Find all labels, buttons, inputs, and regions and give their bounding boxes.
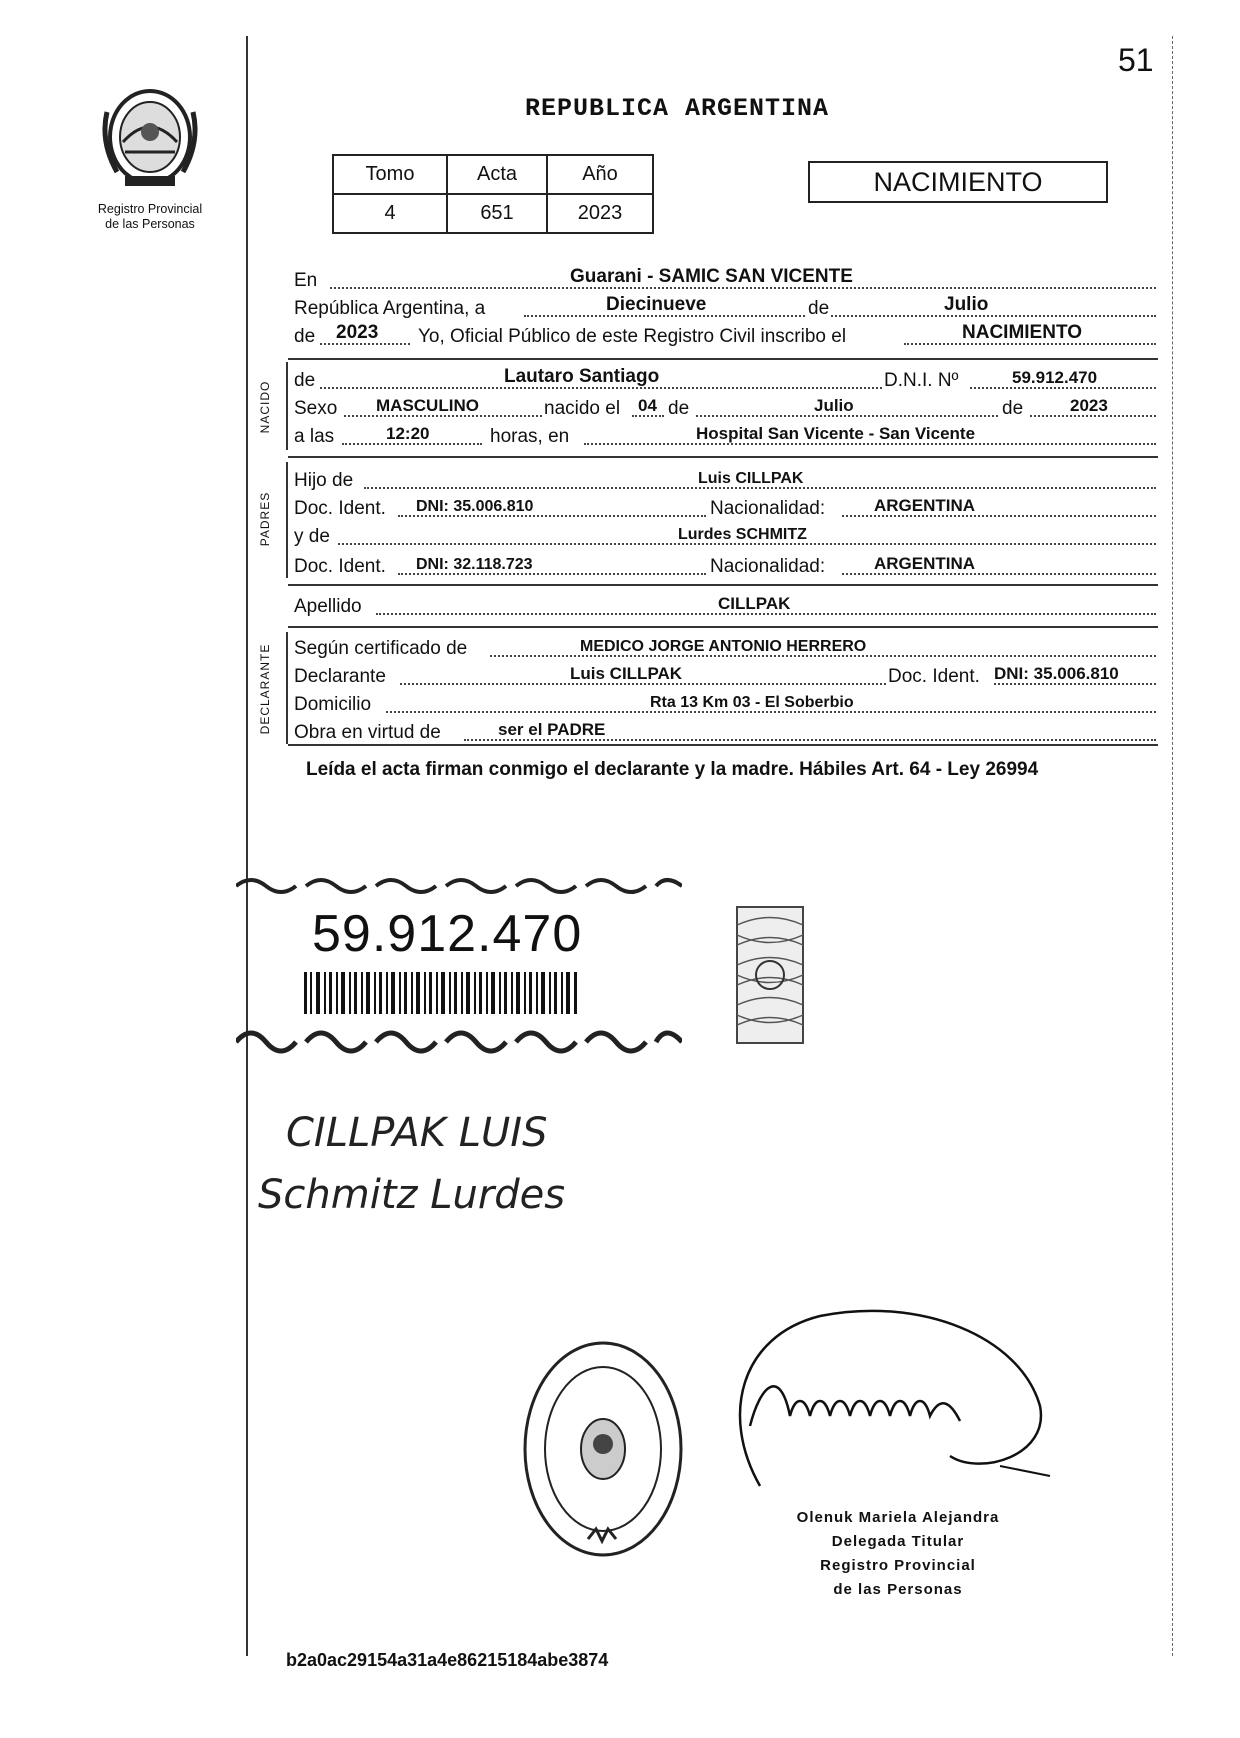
acta-header-row (333, 155, 653, 194)
acta-header-anio: Año (547, 155, 653, 194)
official-signature (700, 1296, 1080, 1496)
section-divider-declarante (288, 626, 1158, 628)
acta-header-tomo: Tomo (333, 155, 447, 194)
official-role: Delegada Titular (831, 1533, 965, 1550)
section-divider-padres (288, 456, 1158, 458)
value-sexo: MASCULINO (376, 396, 479, 415)
official-name: Olenuk Mariela Alejandra (796, 1509, 1000, 1526)
label-oficial: Yo, Oficial Público de este Registro Civil inscribo el (418, 326, 847, 347)
handwritten-signature-father: CILLPAK LUIS (286, 1110, 548, 1156)
barcode-bars (304, 972, 577, 1014)
label-apellido: Apellido (294, 596, 362, 617)
value-domicilio: Rta 13 Km 03 - El Soberbio (650, 694, 854, 711)
closing-note: Leída el acta firman conmigo el declarante y la madre. Hábiles Art. 64 - Ley 26994 (306, 759, 1039, 780)
page-number: 51 (1118, 42, 1154, 78)
label-declarante: Declarante (294, 666, 386, 687)
row-madre-doc (294, 552, 1156, 580)
barcode-number: 59.912.470 (312, 905, 583, 963)
value-nombre: Lautaro Santiago (504, 366, 660, 387)
label-segun: Según certificado de (294, 638, 468, 659)
act-type-box: NACIMIENTO (808, 161, 1108, 203)
value-dni: 59.912.470 (1012, 368, 1098, 387)
value-hora: 12:20 (386, 424, 430, 443)
padres-bracket (286, 462, 288, 578)
barcode-card (236, 874, 682, 1054)
office-caption-line2: de las Personas (105, 217, 195, 231)
row-declarante (294, 662, 1156, 690)
label-republica: República Argentina, a (294, 298, 486, 319)
row-anio (294, 322, 1156, 350)
label-de-anio: de (294, 326, 316, 347)
side-label-nacido: NACIDO (258, 380, 272, 434)
handwritten-signature-mother: Schmitz Lurdes (258, 1172, 566, 1218)
value-obra: ser el PADRE (498, 720, 606, 739)
value-mes: Julio (944, 294, 989, 315)
label-obra: Obra en virtud de (294, 722, 441, 743)
label-declarante-doc: Doc. Ident. (888, 666, 980, 687)
value-lugar-nac: Hospital San Vicente - San Vicente (696, 424, 976, 443)
row-fecha (294, 294, 1156, 322)
acta-value-acta: 651 (447, 194, 547, 233)
left-margin-rule (246, 36, 248, 1656)
value-declarante-doc: DNI: 35.006.810 (994, 664, 1119, 683)
value-madre: Lurdes SCHMITZ (678, 526, 807, 543)
right-margin-rule (1172, 36, 1173, 1656)
official-stamp-icon (518, 1334, 688, 1564)
label-hijo-de: Hijo de (294, 470, 354, 491)
row-padre (294, 466, 1156, 494)
value-certificado: MEDICO JORGE ANTONIO HERRERO (580, 638, 867, 655)
nacido-bracket (286, 362, 288, 450)
value-tipo: NACIMIENTO (962, 322, 1082, 343)
document-title: REPUBLICA ARGENTINA (525, 94, 830, 123)
label-madre-nacionalidad: Nacionalidad: (710, 556, 826, 577)
acta-header-acta: Acta (447, 155, 547, 194)
section-divider-nacido (288, 358, 1158, 360)
label-de-nac-mes: de (668, 398, 690, 419)
row-domicilio (294, 690, 1156, 718)
value-madre-nac: ARGENTINA (874, 554, 976, 573)
label-dni: D.N.I. Nº (884, 370, 959, 391)
official-office1: Registro Provincial (820, 1557, 976, 1574)
value-apellido: CILLPAK (718, 594, 791, 613)
value-nac-mes: Julio (814, 396, 854, 415)
acta-table (332, 154, 654, 234)
label-a-las: a las (294, 426, 335, 447)
row-apellido (294, 592, 1156, 620)
value-nac-anio: 2023 (1070, 396, 1108, 415)
value-declarante: Luis CILLPAK (570, 664, 683, 683)
label-de-mes: de (808, 298, 830, 319)
label-padre-nacionalidad: Nacionalidad: (710, 498, 826, 519)
label-padre-doc-ident: Doc. Ident. (294, 498, 386, 519)
label-nacido-el: nacido el (544, 398, 621, 419)
label-madre-doc-ident: Doc. Ident. (294, 556, 386, 577)
value-nac-dia: 04 (638, 396, 657, 415)
acta-value-tomo: 4 (333, 194, 447, 233)
row-madre (294, 522, 1156, 550)
side-label-padres: PADRES (258, 491, 272, 547)
acta-value-anio: 2023 (547, 194, 653, 233)
declarante-bracket (286, 632, 288, 744)
section-divider-apellido (288, 584, 1158, 586)
row-obra (294, 718, 1156, 746)
row-certificado (294, 634, 1156, 662)
section-divider-end (288, 744, 1158, 746)
wave-pattern-top (236, 880, 682, 892)
side-label-declarante: DECLARANTE (258, 643, 272, 735)
office-caption-line1: Registro Provincial (97, 202, 203, 216)
label-sexo: Sexo (294, 398, 338, 419)
row-sexo (294, 394, 1156, 422)
acta-value-row (333, 194, 653, 233)
row-nombre (294, 366, 1156, 394)
security-hologram-icon (735, 905, 805, 1045)
official-signature-block (783, 1506, 1013, 1602)
office-caption (80, 202, 220, 232)
label-horas-en: horas, en (490, 426, 570, 447)
value-padre: Luis CILLPAK (698, 470, 804, 487)
value-madre-doc: DNI: 32.118.723 (416, 556, 533, 573)
value-padre-doc: DNI: 35.006.810 (416, 498, 534, 515)
official-office2: de las Personas (833, 1581, 963, 1598)
row-padre-doc (294, 494, 1156, 522)
provincia-misiones-emblem-icon (95, 82, 205, 192)
value-lugar: Guarani - SAMIC SAN VICENTE (570, 266, 853, 287)
label-de-nac-anio: de (1002, 398, 1024, 419)
value-padre-nac: ARGENTINA (874, 496, 976, 515)
value-anio: 2023 (336, 322, 379, 343)
label-domicilio: Domicilio (294, 694, 372, 715)
row-hora (294, 422, 1156, 450)
value-dia-letras: Diecinueve (606, 294, 707, 315)
wave-pattern-bottom (236, 1033, 682, 1051)
label-en: En (294, 270, 318, 291)
row-lugar (294, 266, 1156, 294)
label-y-de: y de (294, 526, 330, 547)
document-hash: b2a0ac29154a31a4e86215184abe3874 (286, 1650, 609, 1670)
label-de-nombre: de (294, 370, 316, 391)
